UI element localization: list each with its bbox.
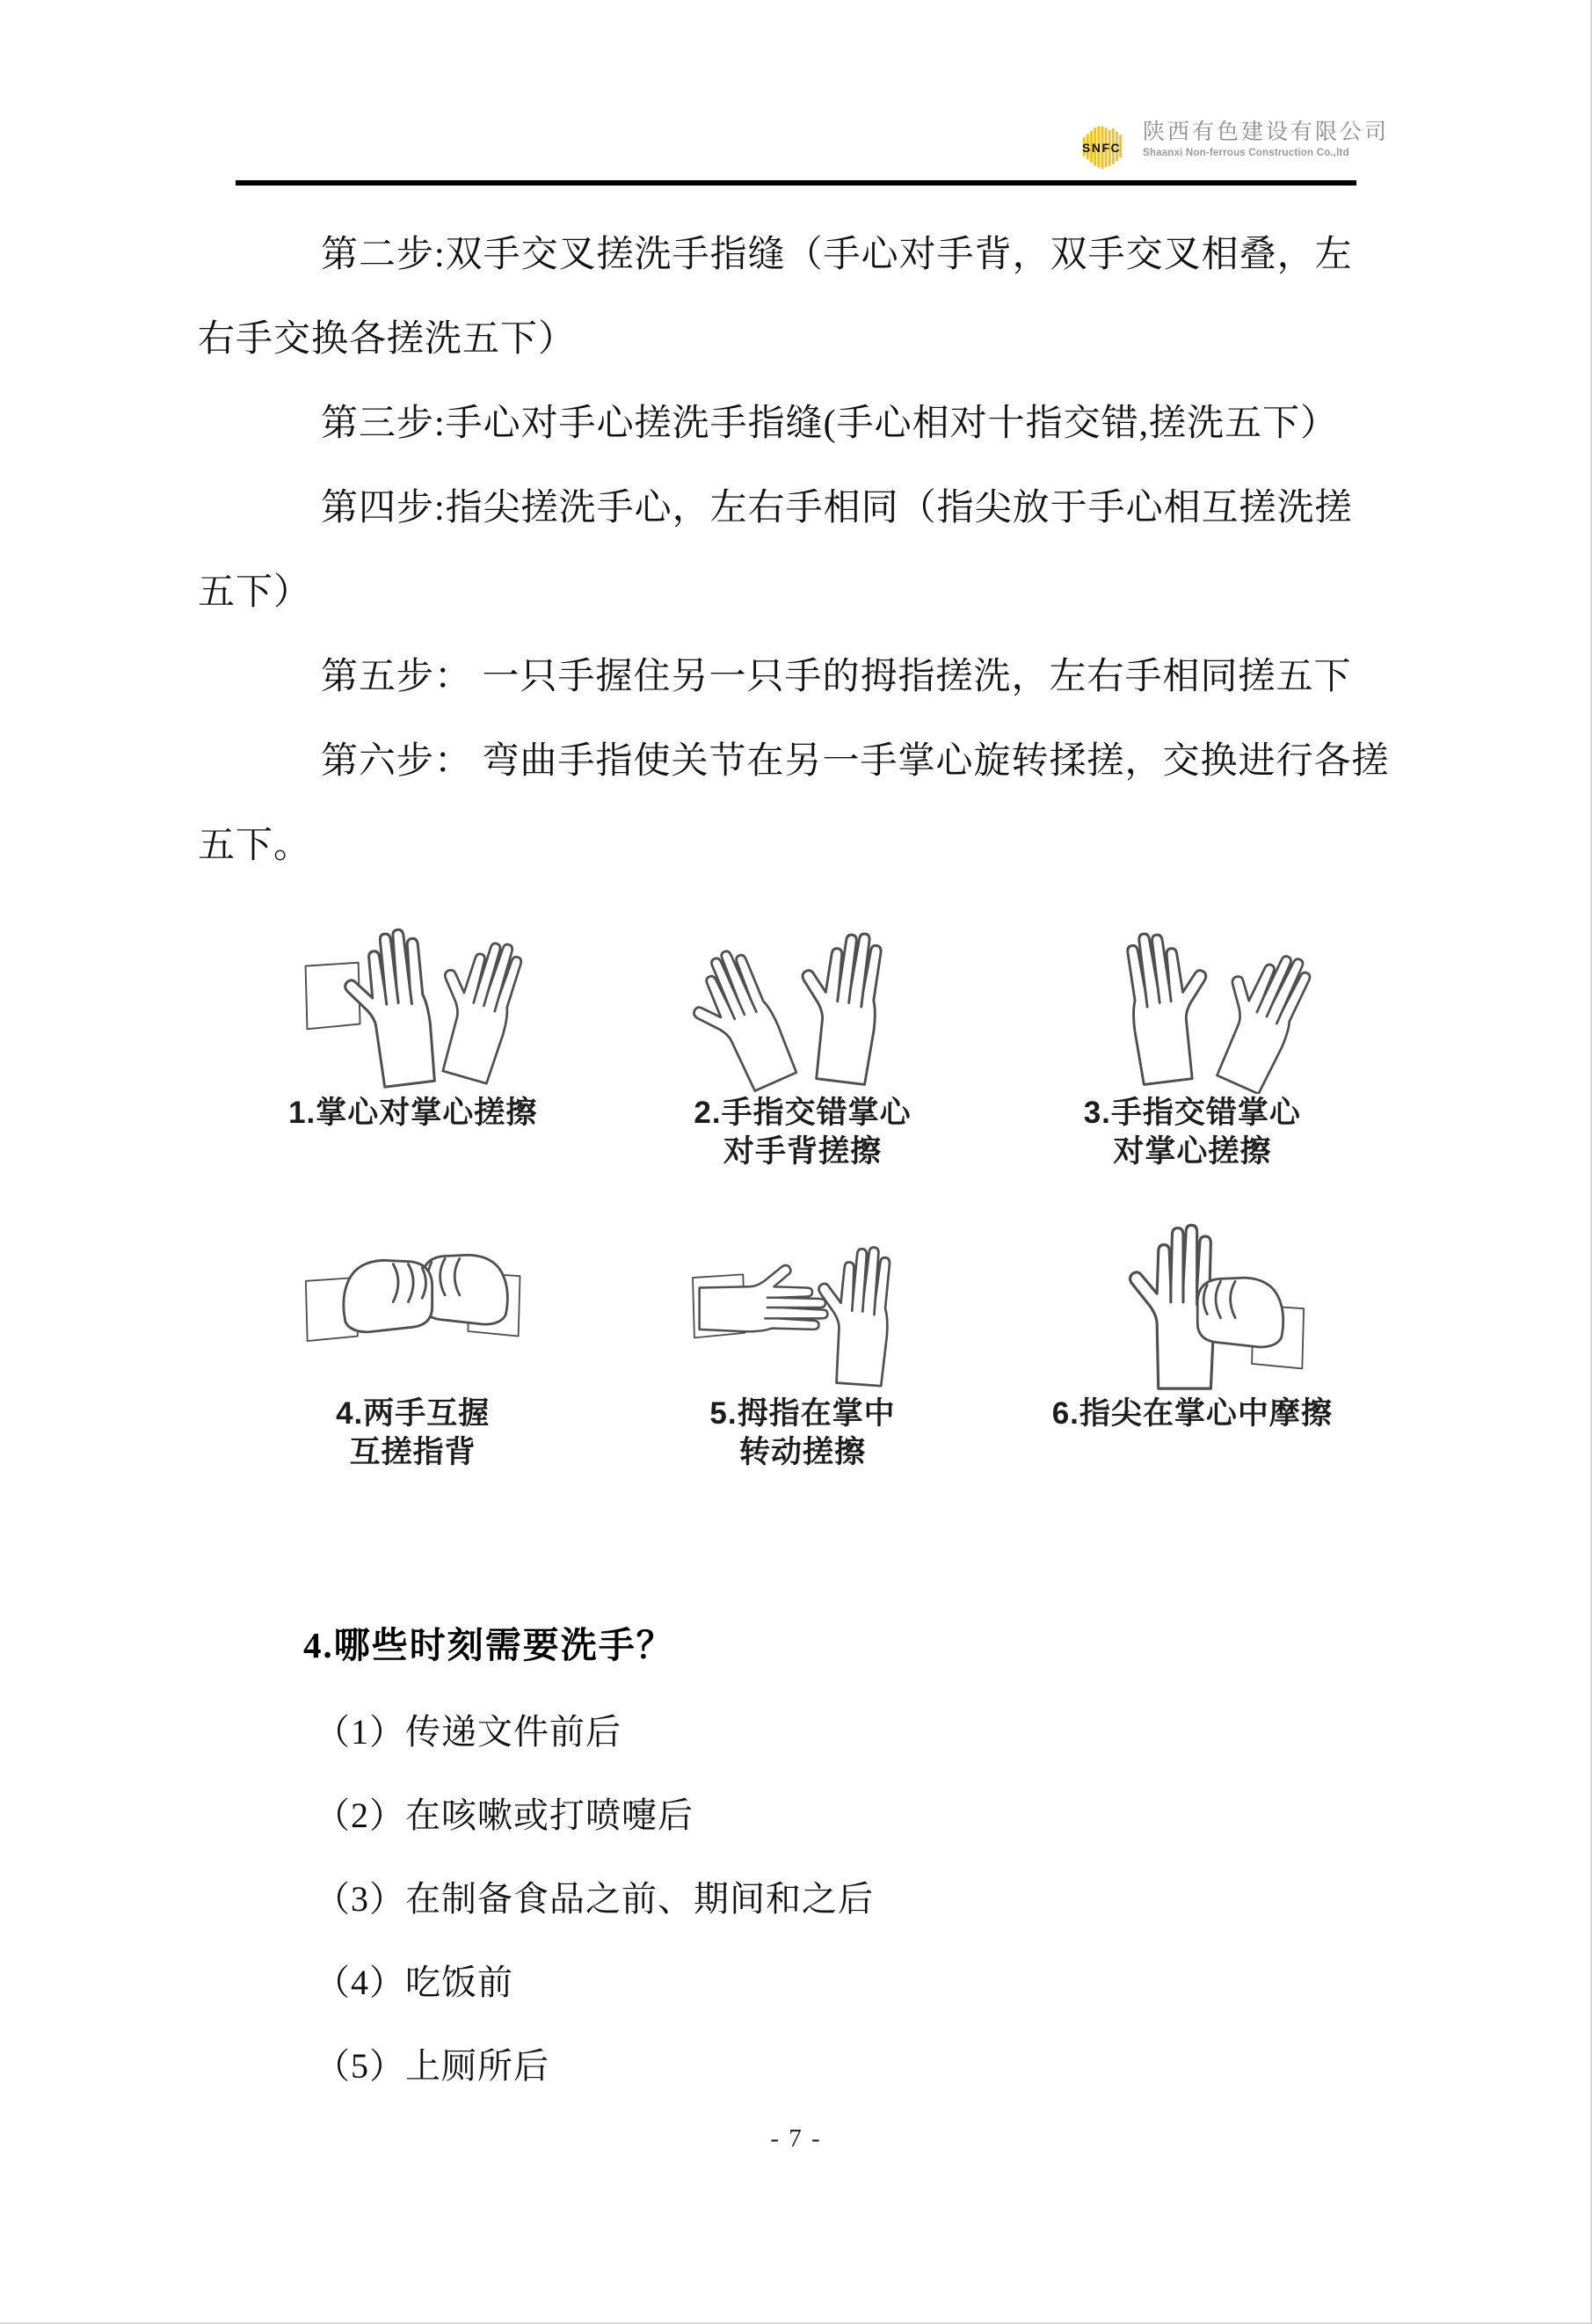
handwash-figure	[218, 872, 1387, 1484]
figure-cell-5	[607, 1184, 997, 1472]
hand-illustration-thumb-in-palm	[607, 1184, 997, 1395]
hand-illustration-interlaced-palm	[998, 872, 1387, 1094]
hand-illustration-fists-interlocked	[218, 1184, 607, 1395]
list-item: （4）吃饭前	[315, 1963, 513, 2002]
hand-illustration-interlaced-back	[607, 872, 997, 1094]
paragraph-line: 第三步:手心对手心搓洗手指缝(手心相对十指交错,搓洗五下）	[321, 404, 1339, 444]
list-item: （1）传递文件前后	[315, 1712, 622, 1752]
list-item: （5）上厕所后	[315, 2046, 549, 2086]
header	[1081, 120, 1389, 172]
logo-abbr-text: SNFC	[1082, 141, 1122, 155]
figure-cell-6	[998, 1184, 1387, 1472]
paragraph-line: 五下）	[198, 572, 312, 613]
list-item: （2）在咳嗽或打喷嚏后	[315, 1796, 694, 1835]
page-number: - 7 -	[770, 2124, 822, 2153]
company-name-block	[1143, 120, 1389, 159]
figure-caption-4: 4.两手互握 互搓指背	[336, 1396, 491, 1469]
header-rule	[236, 180, 1356, 186]
figure-caption-1: 1.掌心对掌心搓擦	[288, 1096, 538, 1130]
snfc-logo-icon	[1081, 120, 1129, 172]
paragraph-line: 第五步： 一只手握住另一只手的拇指搓洗，左右手相同搓五下	[321, 657, 1352, 697]
section-heading: 4.哪些时刻需要洗手？	[303, 1625, 674, 1665]
hand-illustration-palm-to-palm	[218, 872, 607, 1094]
figure-cell-2	[607, 872, 997, 1171]
handwash-occasions-list	[315, 1690, 874, 2108]
figure-caption-3: 3.手指交错掌心 对掌心搓擦	[1083, 1096, 1301, 1169]
company-name-en: Shaanxi Non-ferrous Construction Co.,ltd	[1143, 147, 1349, 158]
figure-cell-4	[218, 1184, 607, 1472]
paragraph-line: 第六步： 弯曲手指使关节在另一手掌心旋转揉搓，交换进行各搓	[321, 741, 1390, 782]
paragraph-line: 第四步:指尖搓洗手心，左右手相同（指尖放于手心相互搓洗搓	[321, 488, 1353, 528]
figure-caption-2: 2.手指交错掌心 对手背搓擦	[694, 1096, 912, 1169]
paragraph-line: 第二步:双手交叉搓洗手指缝（手心对手背，双手交叉相叠，左	[321, 235, 1353, 275]
paragraph-line: 五下。	[198, 826, 312, 866]
paragraph-line: 右手交换各搓洗五下）	[198, 319, 577, 360]
figure-cell-3	[998, 872, 1387, 1171]
list-item: （3）在制备食品之前、期间和之后	[315, 1879, 874, 1919]
figure-cell-1	[218, 872, 607, 1171]
body-paragraphs	[198, 213, 1411, 888]
figure-caption-6: 6.指尖在掌心中摩擦	[1051, 1396, 1333, 1431]
figure-caption-5: 5.拇指在掌中 转动搓擦	[709, 1396, 896, 1469]
hand-illustration-fingertips-in-palm	[998, 1184, 1387, 1395]
company-name-cn: 陕西有色建设有限公司	[1143, 120, 1390, 144]
